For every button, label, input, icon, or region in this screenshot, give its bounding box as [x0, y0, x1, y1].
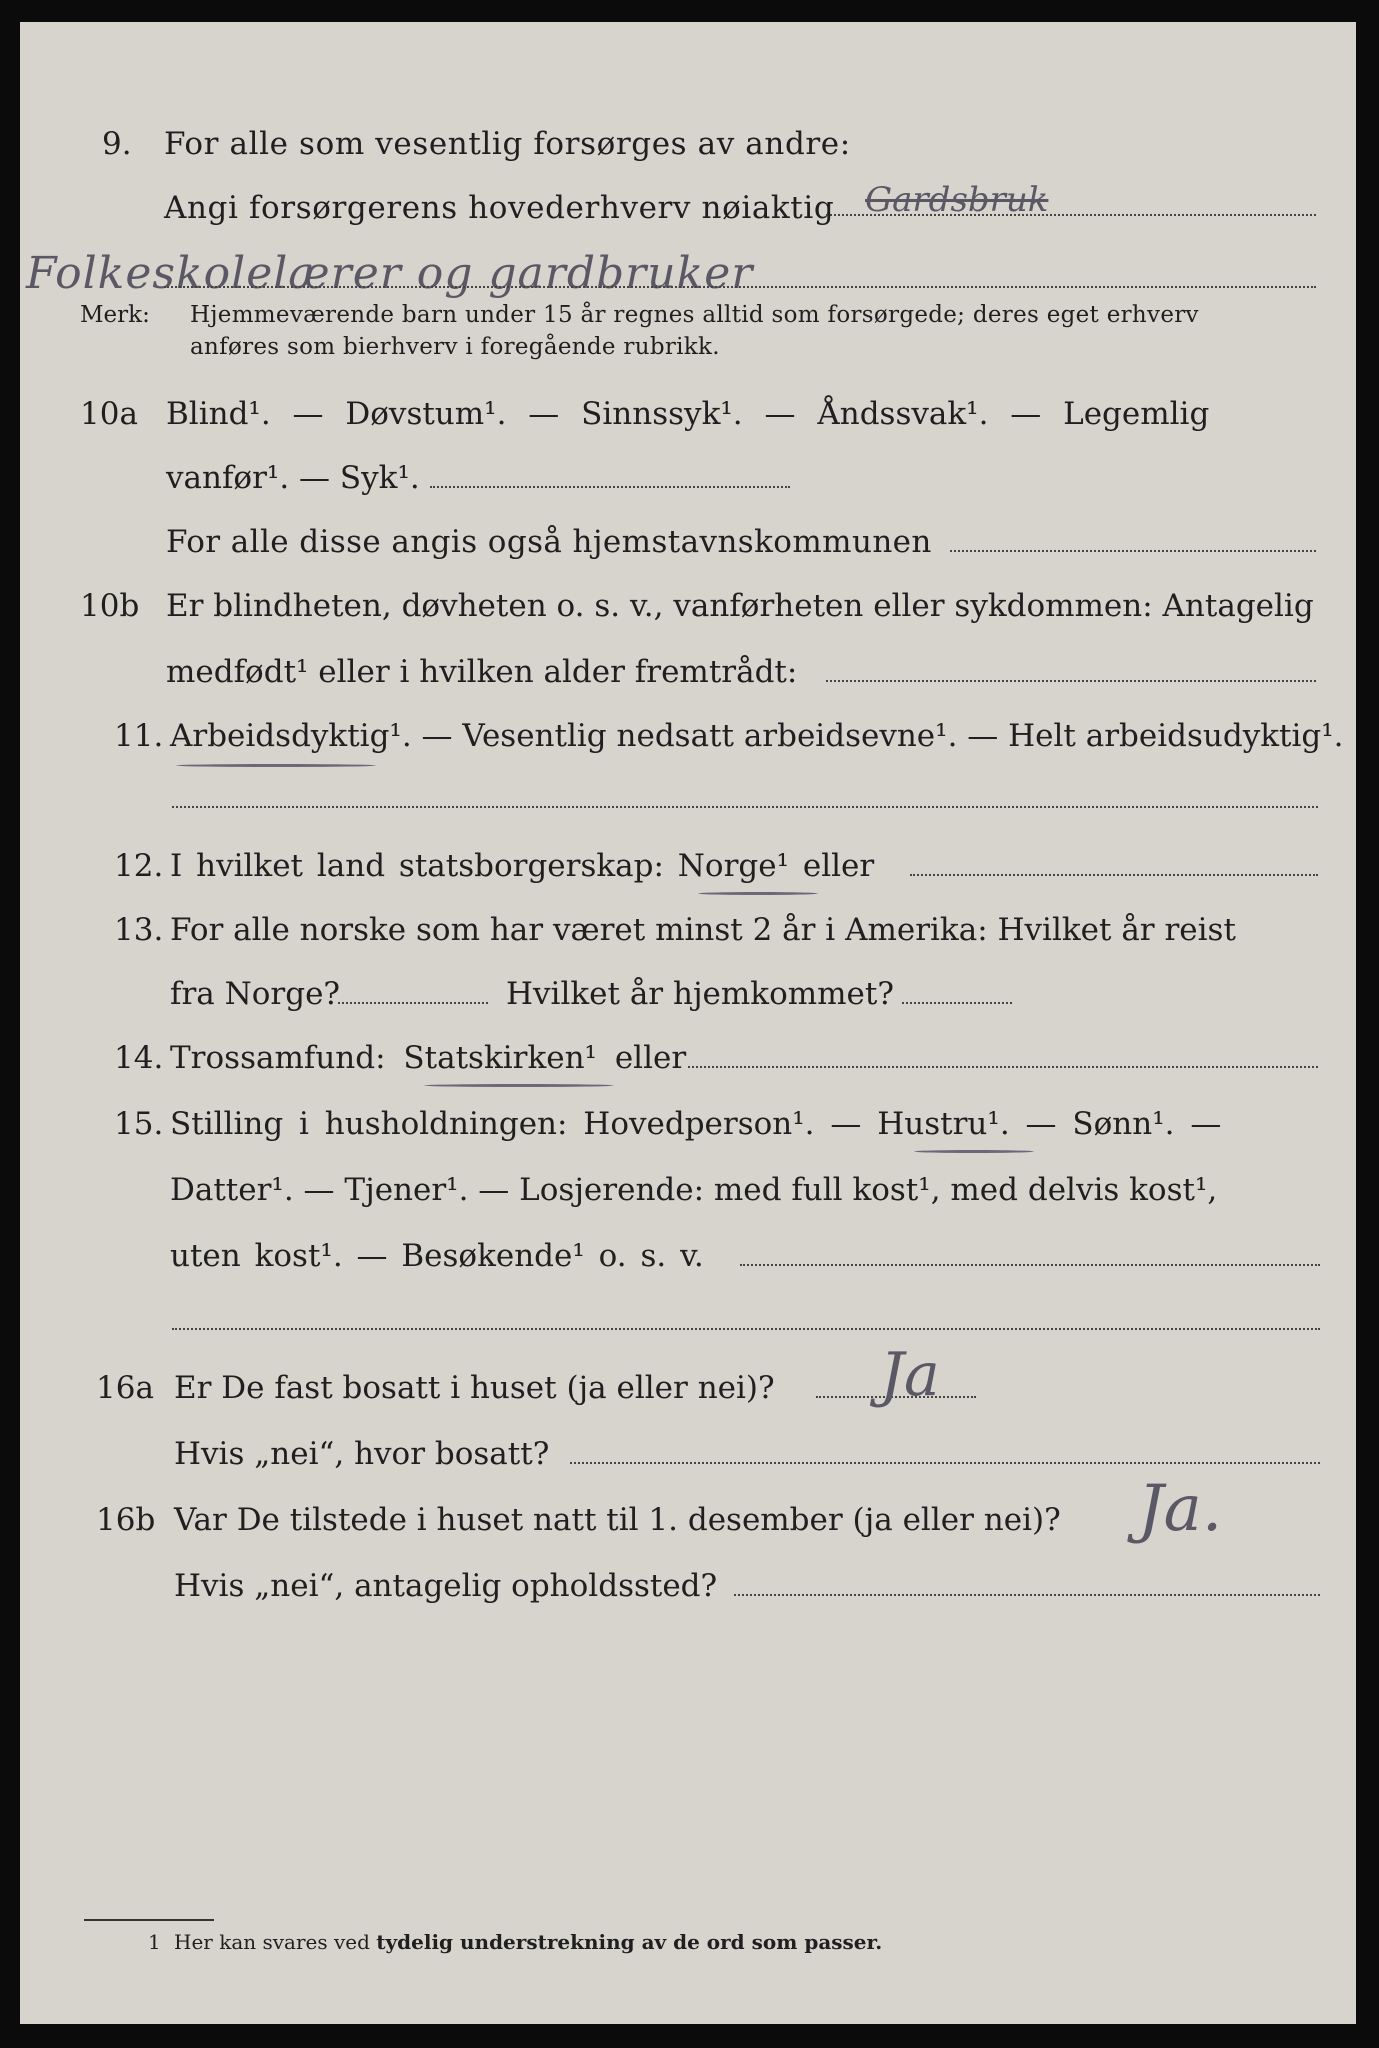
question-10a-line-2: vanfør¹. — Syk¹. — [166, 460, 420, 496]
question-9-line-1: For alle som vesentlig forsørges av andre: — [164, 126, 851, 162]
question-number-13: 13. — [114, 912, 164, 948]
question-9-line-2: Angi forsørgerens hovederhverv nøiaktig — [164, 190, 835, 226]
answer-line-10a-sick — [430, 486, 790, 488]
footnote-text-plain: Her kan svares ved — [174, 1930, 370, 1954]
answer-line-11 — [172, 806, 1318, 808]
question-16a-line-2: Hvis „nei“, hvor bosatt? — [174, 1436, 550, 1472]
question-13-line-2b: Hvilket år hjemkommet? — [506, 976, 894, 1012]
question-number-15: 15. — [114, 1106, 164, 1142]
answer-line-16a-where — [570, 1462, 1320, 1464]
question-number-16b: 16b — [96, 1502, 156, 1538]
handwritten-underline-hustru — [914, 1150, 1034, 1153]
question-15-line-1: Stilling i husholdningen: Hovedperson¹. — Hustru¹. — Sønn¹. — — [170, 1106, 1222, 1142]
answer-line-13-left — [338, 1002, 488, 1004]
note-line-1: Hjemmeværende barn under 15 år regnes alltid som forsørgede; deres eget erhverv — [190, 302, 1199, 328]
question-16b-line-1: Var De tilstede i huset natt til 1. desember (ja eller nei)? — [174, 1502, 1061, 1538]
question-16b-line-2: Hvis „nei“, antagelig opholdssted? — [174, 1568, 718, 1604]
answer-line-10b — [826, 680, 1316, 682]
question-10a-line-3: For alle disse angis også hjemstavnskommunen — [166, 524, 932, 560]
footnote-mark: 1 — [148, 1930, 161, 1954]
question-16a-line-1: Er De fast bosatt i huset (ja eller nei)? — [174, 1370, 775, 1406]
question-number-10b: 10b — [80, 588, 140, 624]
handwritten-occupation-answer: Folkeskolelærer og gardbruker — [26, 248, 754, 299]
question-13-line-1: For alle norske som har været minst 2 år i Amerika: Hvilket år reist — [170, 912, 1236, 948]
answer-line-9b — [164, 286, 1316, 288]
question-10a-line-1: Blind¹. — Døvstum¹. — Sinnssyk¹. — Åndssvak¹. — Legemlig — [166, 396, 1210, 432]
struck-handwritten-answer: Gardsbruk — [865, 180, 1049, 220]
question-10b-line-1: Er blindheten, døvheten o. s. v., vanførheten eller sykdommen: Antagelig — [166, 588, 1314, 624]
question-number-11: 11. — [114, 718, 164, 754]
answer-line-14 — [688, 1066, 1318, 1068]
question-11-line-1: Arbeidsdyktig¹. — Vesentlig nedsatt arbeidsevne¹. — Helt arbeidsudyktig¹. — [170, 718, 1344, 754]
question-15-line-2: Datter¹. — Tjener¹. — Losjerende: med full kost¹, med delvis kost¹, — [170, 1172, 1218, 1208]
note-label: Merk: — [80, 302, 150, 328]
answer-line-13-right — [902, 1002, 1012, 1004]
handwritten-underline-statskirken — [424, 1084, 614, 1087]
footnote-text — [174, 1930, 882, 1954]
handwritten-underline-norge — [698, 892, 818, 895]
question-number-16a: 16a — [96, 1370, 154, 1406]
answer-line-15b — [172, 1328, 1320, 1330]
answer-line-12 — [910, 874, 1318, 876]
question-14-line-1: Trossamfund: Statskirken¹ eller — [170, 1040, 687, 1076]
question-10b-line-2: medfødt¹ eller i hvilken alder fremtrådt: — [166, 654, 798, 690]
handwritten-answer-16b: Ja. — [1138, 1472, 1223, 1546]
question-number-10a: 10a — [80, 396, 138, 432]
answer-line-15a — [740, 1264, 1320, 1266]
question-number-9: 9. — [102, 126, 132, 162]
census-form-page — [20, 22, 1356, 2024]
question-13-line-2a: fra Norge? — [170, 976, 341, 1012]
question-number-12: 12. — [114, 848, 164, 884]
question-12-line-1: I hvilket land statsborgerskap: Norge¹ eller — [170, 848, 875, 884]
footnote-text-bold: tydelig understrekning av de ord som passer. — [376, 1930, 883, 1954]
handwritten-answer-16a: Ja — [880, 1340, 940, 1410]
answer-line-16b-where — [734, 1594, 1320, 1596]
note-line-2: anføres som bierhverv i foregående rubrikk. — [190, 334, 720, 360]
answer-line-10a-municipality — [950, 550, 1316, 552]
footnote-rule — [84, 1919, 214, 1921]
handwritten-underline-arbeidsdyktig — [176, 764, 376, 767]
question-15-line-3: uten kost¹. — Besøkende¹ o. s. v. — [170, 1238, 704, 1274]
question-number-14: 14. — [114, 1040, 164, 1076]
